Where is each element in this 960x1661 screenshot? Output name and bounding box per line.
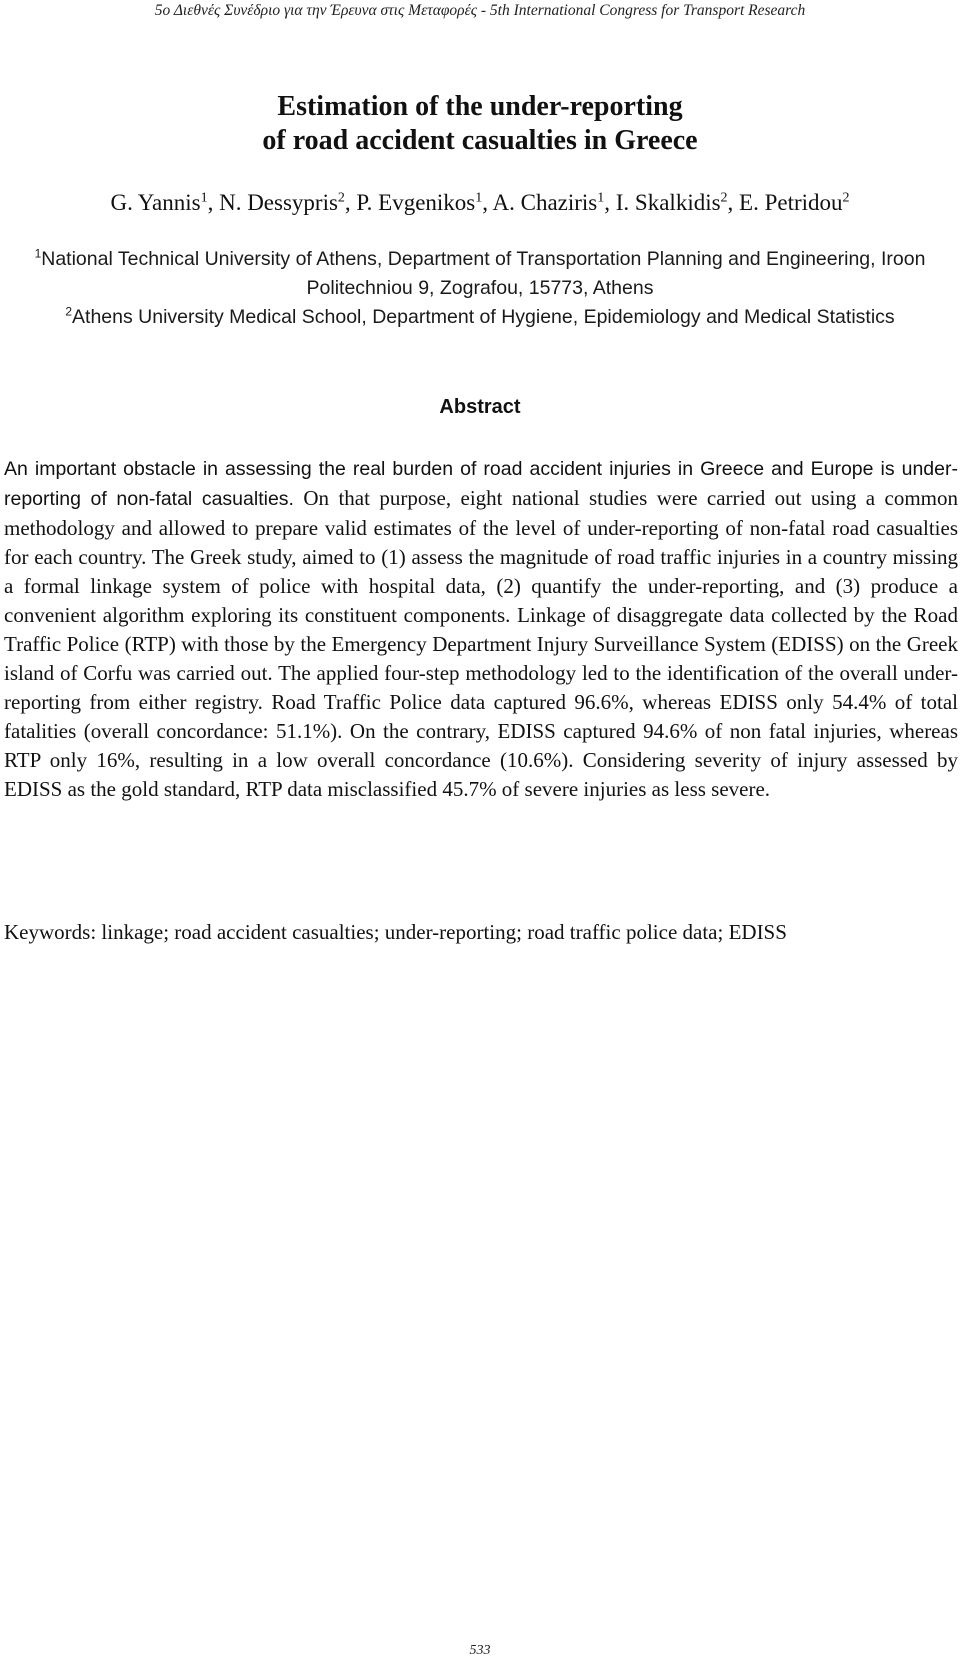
abstract-sentence: An important obstacle in assessing the real burden of road accident injuries in Greece and Europe is under-reporting of non-fatal casualties. <box>4 458 958 510</box>
abstract-sentence: Linkage of disaggregate data collected by the Road Traffic Police (RTP) with those by the Emergency Department Injury Surveillance System (EDISS) on the Greek island of Corfu was carried out. <box>4 603 958 685</box>
author-list <box>0 190 960 216</box>
author-name: G. Yannis <box>110 190 201 215</box>
author-separator: , <box>207 190 220 215</box>
page-number: 533 <box>469 1643 491 1658</box>
abstract-sentence: On the contrary, EDISS captured 94.6% of non fatal injuries, whereas RTP only 16%, resulting in a low overall concordance (10.6%). <box>4 719 958 772</box>
affiliation-text: National Technical University of Athens, Department of Transportation Planning and Engineering, Iroon Politechniou 9, Zografou, 15773, Athens <box>41 248 926 299</box>
author-name: E. Petridou <box>739 190 843 215</box>
author-separator: , <box>727 190 740 215</box>
affiliation-text: Athens University Medical School, Department of Hygiene, Epidemiology and Medical Statistics <box>72 306 895 328</box>
paper-title <box>0 90 960 158</box>
affiliation-list <box>20 245 940 332</box>
paper-title-line-1: Estimation of the under-reporting <box>277 91 683 122</box>
abstract-body <box>4 454 958 804</box>
author-affiliation-mark: 2 <box>842 190 850 206</box>
author-affiliation-mark: 2 <box>337 190 345 206</box>
author-separator: , <box>344 190 357 215</box>
author-affiliation-mark: 1 <box>200 190 208 206</box>
keywords-line: Keywords: linkage; road accident casualties; under-reporting; road traffic police data; EDISS <box>4 920 787 944</box>
author-separator: , <box>604 190 616 215</box>
abstract-sentence: The applied four-step methodology led to the identification of the overall under-reporting from either registry. Road Traffic Police data captured 96.6%, whereas EDISS only 54.4% of total fatalities (overall concordance: 51.1%). <box>4 661 958 743</box>
author-name: I. Skalkidis <box>615 190 721 215</box>
author-name: P. Evgenikos <box>356 190 476 215</box>
affiliation-mark: 1 <box>34 246 42 261</box>
abstract-heading: Abstract <box>439 396 521 418</box>
author-affiliation-mark: 1 <box>597 190 605 206</box>
affiliation-2 <box>20 303 940 332</box>
author-separator: , <box>482 190 493 215</box>
abstract-sentence: On that purpose, eight national studies were carried out using a common methodology and allowed to prepare valid estimates of the level of under-reporting of non-fatal road casualties for each country. <box>4 486 958 569</box>
author-affiliation-mark: 2 <box>720 190 728 206</box>
author-affiliation-mark: 1 <box>475 190 483 206</box>
abstract-sentence: The Greek study, aimed to (1) assess the magnitude of road traffic injuries in a country missing a formal linkage system of police with hospital data, (2) quantify the under-reporting, and (3) produce a convenient algorithm exploring its constituent components. <box>4 545 958 627</box>
author-name: N. Dessypris <box>219 190 338 215</box>
affiliation-1 <box>20 245 940 303</box>
author-name: A. Chaziris <box>492 190 598 215</box>
paper-title-line-2: of road accident casualties in Greece <box>262 125 698 156</box>
abstract-sentence: Considering severity of injury assessed by EDISS as the gold standard, RTP data misclassified 45.7% of severe injuries as less severe. <box>4 748 959 801</box>
running-header: 5ο Διεθνές Συνέδριο για την Έρευνα στις Μεταφορές - 5th International Congress for Transport Research <box>154 2 806 19</box>
affiliation-mark: 2 <box>65 304 73 319</box>
